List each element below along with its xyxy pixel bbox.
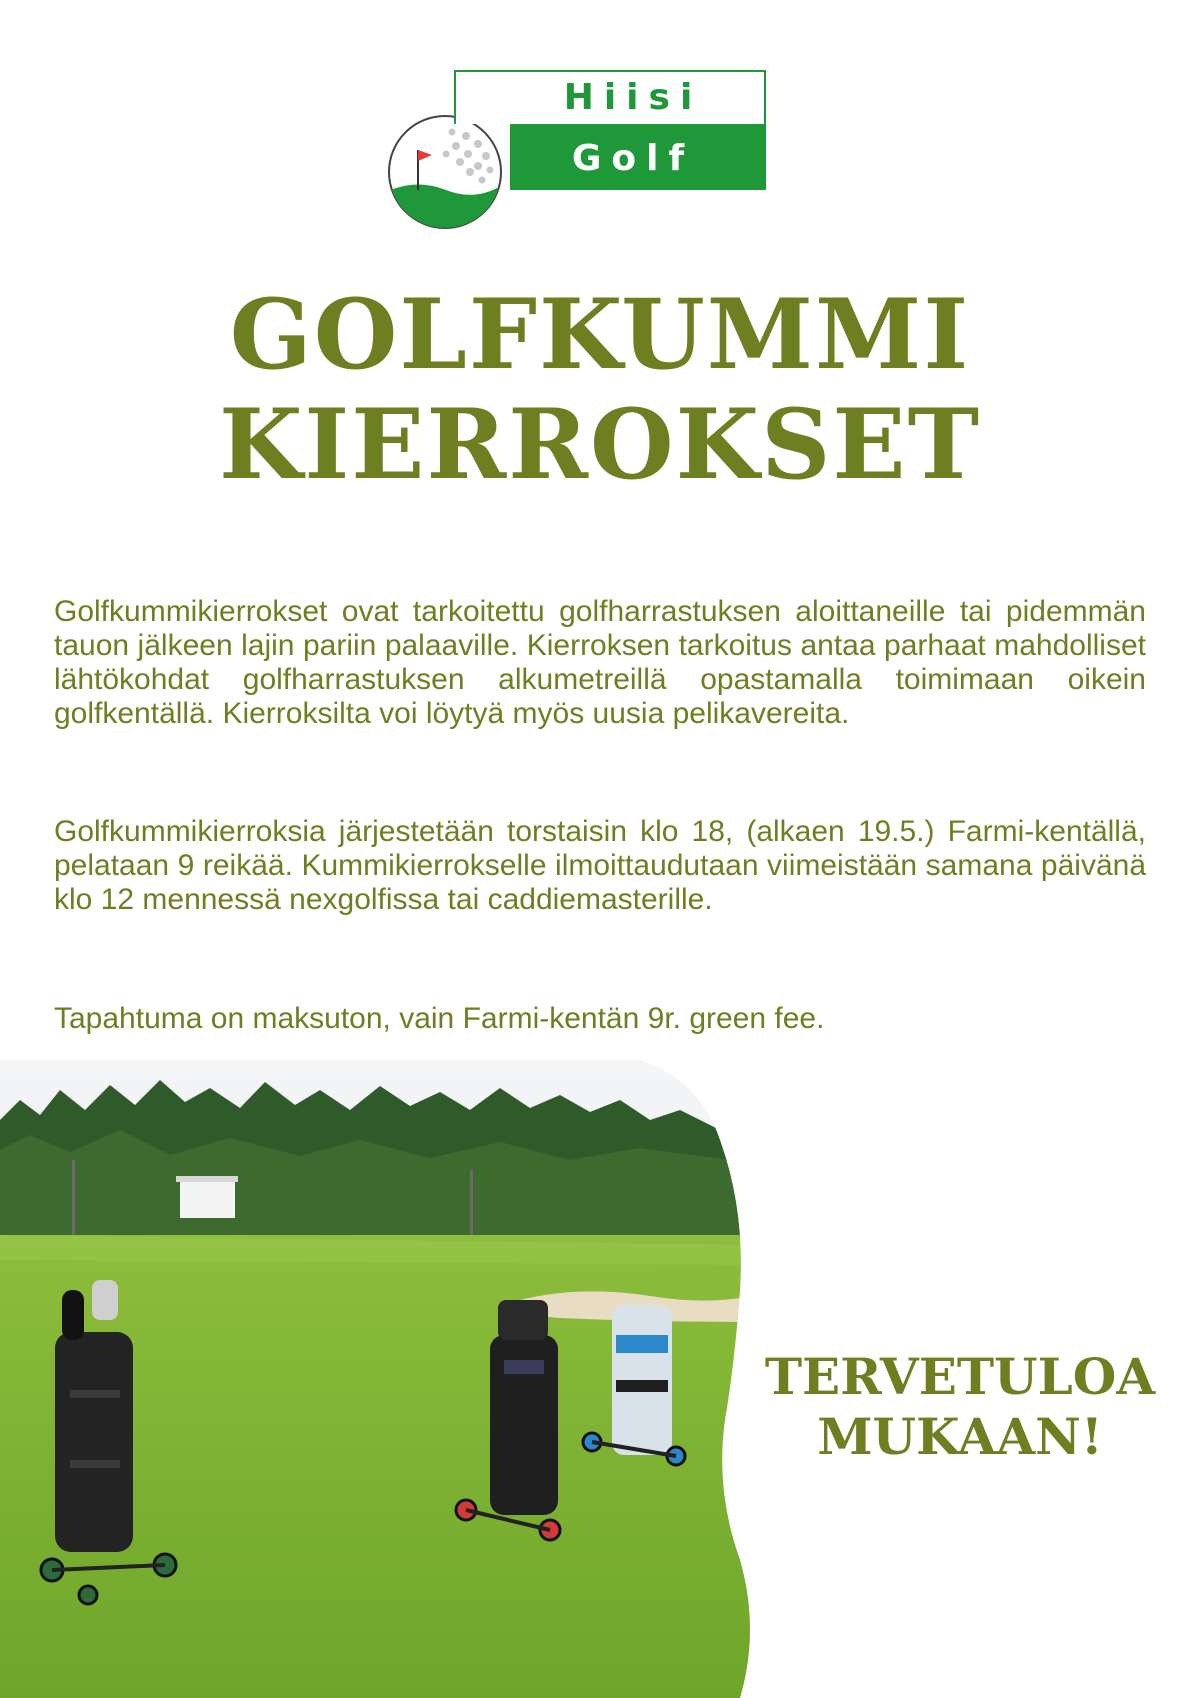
price-paragraph: Tapahtuma on maksuton, vain Farmi-kentän 9r. green fee.	[54, 1002, 825, 1035]
golf-ball-icon	[386, 106, 504, 236]
hiisi-golf-logo	[386, 68, 768, 240]
title-line-2: KIERROKSET	[218, 388, 982, 501]
golf-trolleys-photo	[0, 1060, 760, 1698]
logo-text-golf: Golf	[571, 138, 695, 179]
logo-text-hiisi: Hiisi	[563, 77, 703, 118]
intro-paragraph: Golfkummikierrokset ovat tarkoitettu golfharrastuksen aloittaneille tai pidemmän tauon jälkeen lajin pariin palaaville. Kierroksen tarkoitus antaa parhaat mahdolliset lähtökohdat golfharrastuksen alkumetreillä opastamalla toimimaan oikein golfkentällä. Kierroksilta voi löytyä myös uusia pelikavereita.	[54, 595, 1146, 730]
welcome-line-1: TERVETULOA	[764, 1347, 1156, 1406]
welcome-heading	[735, 1347, 1185, 1467]
title-line-1: GOLFKUMMI	[229, 278, 971, 391]
welcome-line-2: MUKAAN!	[817, 1407, 1103, 1466]
page-title	[0, 280, 1200, 500]
schedule-paragraph: Golfkummikierroksia järjestetään torstaisin klo 18, (alkaen 19.5.) Farmi-kentällä, pelataan 9 reikää. Kummikierrokselle ilmoittaudutaan viimeistään samana päivänä klo 12 mennessä nexgolfissa tai caddiemasterille.	[54, 815, 1146, 916]
